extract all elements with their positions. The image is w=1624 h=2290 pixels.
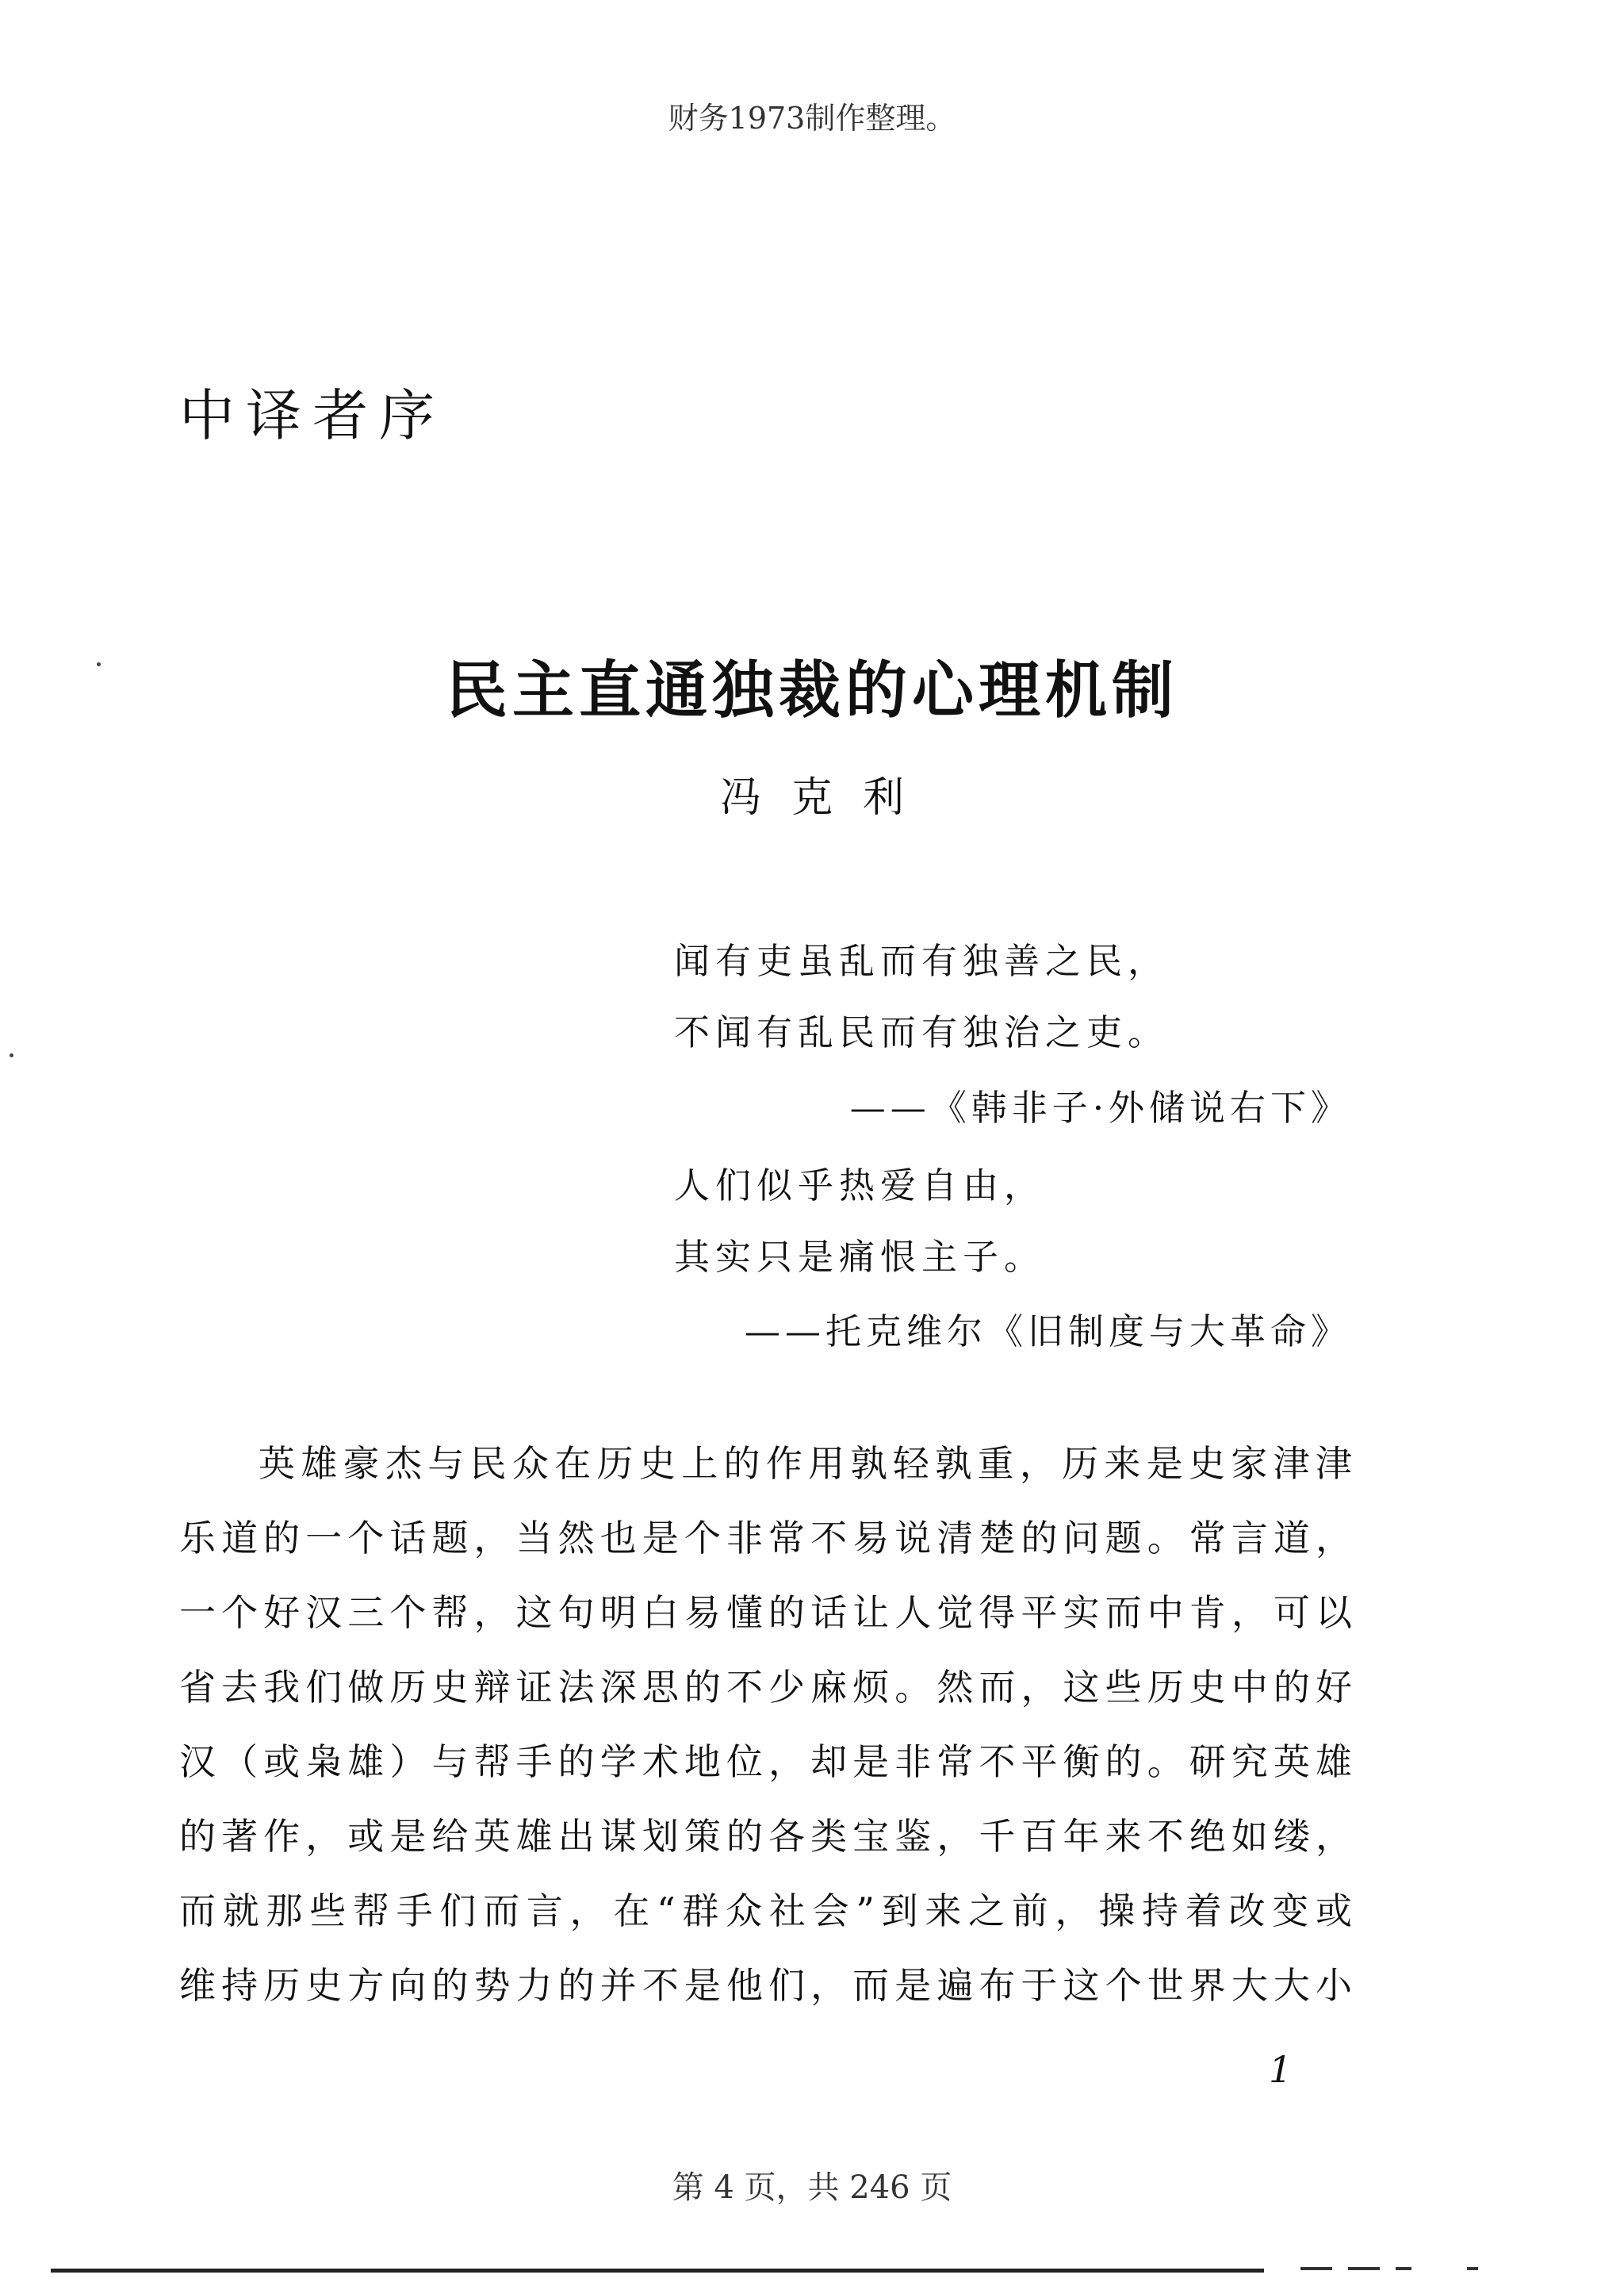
page-footer: 第 4 页，共 246 页: [672, 2169, 952, 2206]
body-paragraph: [179, 1426, 1353, 2023]
body-line: 乐道的一个话题，当然也是个非常不易说清楚的问题。常言道，: [179, 1517, 1353, 1559]
body-line: 省去我们做历史辩证法深思的不少麻烦。然而，这些历史中的好: [179, 1666, 1353, 1709]
epigraph-quote-line: 其实只是痛恨主子。: [674, 1236, 1046, 1278]
body-line: 维持历史方向的势力的并不是他们，而是遍布于这个世界大大小: [179, 1964, 1353, 2007]
author-name: 冯克利: [719, 774, 934, 822]
epigraph-quote-line: 闻有吏虽乱而有独善之民，: [674, 940, 1170, 982]
bottom-rule: [51, 2269, 1264, 2273]
section-heading: 中译者序: [179, 383, 446, 448]
body-line: 一个好汉三个帮，这句明白易懂的话让人觉得平实而中肯，可以: [179, 1591, 1353, 1634]
epigraph-source: ——托克维尔《旧制度与大革命》: [744, 1310, 1351, 1352]
header-note: 财务1973制作整理。: [668, 101, 956, 136]
scan-speck: [10, 1053, 13, 1057]
rule-dash: [1348, 2267, 1380, 2270]
body-line: 英雄豪杰与民众在历史上的作用孰轻孰重，历来是史家津津: [259, 1442, 1353, 1485]
article-title: 民主直通独裁的心理机制: [445, 654, 1178, 727]
epigraph-quote-line: 人们似乎热爱自由，: [674, 1164, 1046, 1206]
body-line: 的著作，或是给英雄出谋划策的各类宝鉴，千百年来不绝如缕，: [179, 1815, 1353, 1858]
rule-dash: [1300, 2267, 1332, 2270]
epigraph-source: ——《韩非子·外储说右下》: [849, 1087, 1351, 1129]
page-number: 1: [1269, 2048, 1293, 2091]
scan-speck: [97, 662, 101, 666]
rule-dash: [1396, 2267, 1411, 2270]
rule-dash: [1467, 2267, 1478, 2270]
body-line: 而就那些帮手们而言，在“群众社会”到来之前，操持着改变或: [179, 1889, 1353, 1932]
epigraph-quote-line: 不闻有乱民而有独治之吏。: [674, 1011, 1170, 1053]
body-line: 汉（或枭雄）与帮手的学术地位，却是非常不平衡的。研究英雄: [179, 1740, 1353, 1783]
